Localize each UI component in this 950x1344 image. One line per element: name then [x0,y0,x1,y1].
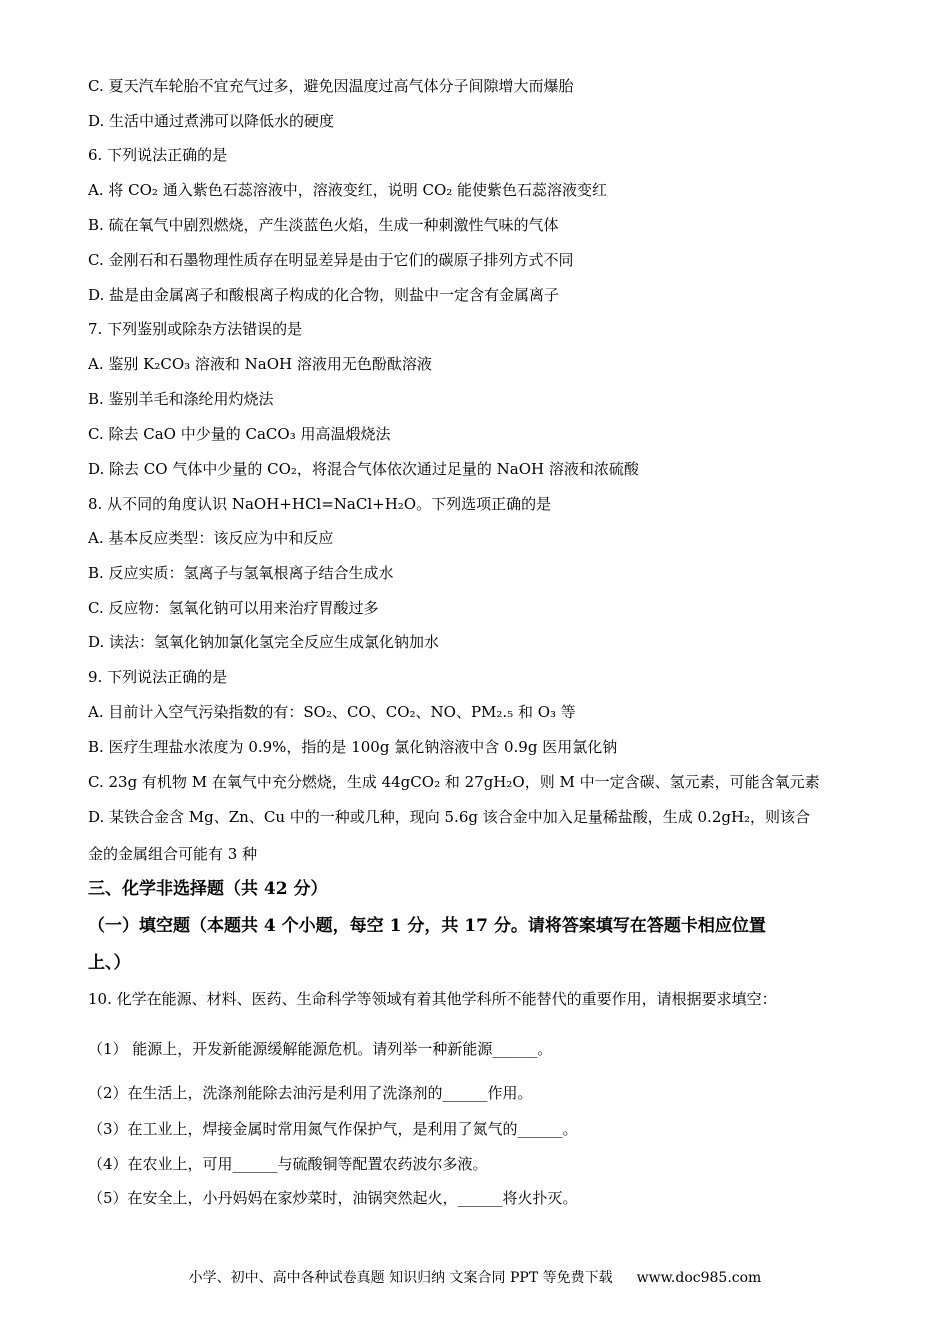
footer-text: 小学、初中、高中各种试卷真题 知识归纳 文案合同 PPT 等免费下载 [188,1270,613,1286]
option-c: C. 夏天汽车轮胎不宜充气过多，避免因温度过高气体分子间隙增大而爆胎 [88,77,574,95]
question-6: 6. 下列说法正确的是 [88,146,228,164]
option-b: B. 鉴别羊毛和涤纶用灼烧法 [88,390,274,408]
option-c: C. 反应物：氢氧化钠可以用来治疗胃酸过多 [88,599,379,617]
option-c: C. 23g 有机物 M 在氧气中充分燃烧，生成 44gCO₂ 和 27gH₂O，则 M 中一定含碳、氢元素，可能含氧元素 [88,773,820,791]
option-b: B. 硫在氧气中剧烈燃烧，产生淡蓝色火焰，生成一种刺激性气味的气体 [88,216,559,234]
section-heading: 三、化学非选择题（共 42 分） [88,879,328,899]
question-7: 7. 下列鉴别或除杂方法错误的是 [88,320,303,338]
footer-url[interactable]: www.doc985.com [636,1270,762,1286]
option-d-continued: 金的金属组合可能有 3 种 [88,845,258,863]
subsection-heading: （一）填空题（本题共 4 个小题，每空 1 分，共 17 分。请将答案填写在答题卡相应位置 [88,916,766,936]
option-d: D. 除去 CO 气体中少量的 CO₂，将混合气体依次通过足量的 NaOH 溶液和浓硫酸 [88,460,639,478]
option-a: A. 鉴别 K₂CO₃ 溶液和 NaOH 溶液用无色酚酞溶液 [88,355,432,373]
option-b: B. 医疗生理盐水浓度为 0.9%，指的是 100g 氯化钠溶液中含 0.9g 医用氯化钠 [88,738,618,756]
question-8: 8. 从不同的角度认识 NaOH+HCl=NaCl+H₂O。下列选项正确的是 [88,495,552,513]
sub-question-5: （5）在安全上，小丹妈妈在家炒菜时，油锅突然起火，______将火扑灭。 [88,1189,578,1207]
option-d: D. 生活中通过煮沸可以降低水的硬度 [88,112,335,130]
option-a: A. 基本反应类型：该反应为中和反应 [88,529,334,547]
sub-question-4: （4）在农业上，可用______与硫酸铜等配置农药波尔多液。 [88,1155,488,1173]
sub-question-2: （2）在生活上，洗涤剂能除去油污是利用了洗涤剂的______作用。 [88,1084,533,1102]
question-9: 9. 下列说法正确的是 [88,668,228,686]
sub-question-3: （3）在工业上，焊接金属时常用氮气作保护气，是利用了氮气的______。 [88,1120,578,1138]
option-d: D. 盐是由金属离子和酸根离子构成的化合物，则盐中一定含有金属离子 [88,286,560,304]
option-d: D. 读法：氢氧化钠加氯化氢完全反应生成氯化钠加水 [88,633,440,651]
option-c: C. 金刚石和石墨物理性质存在明显差异是由于它们的碳原子排列方式不同 [88,251,574,269]
question-10: 10. 化学在能源、材料、医药、生命科学等领域有着其他学科所不能替代的重要作用，请根据要求填空： [88,990,777,1008]
option-c: C. 除去 CaO 中少量的 CaCO₃ 用高温煅烧法 [88,425,391,443]
option-a: A. 将 CO₂ 通入紫色石蕊溶液中，溶液变红，说明 CO₂ 能使紫色石蕊溶液变红 [88,181,608,199]
option-d: D. 某铁合金含 Mg、Zn、Cu 中的一种或几种，现向 5.6g 该合金中加入足量稀盐酸，生成 0.2gH₂，则该合 [88,808,811,826]
sub-question-1: （1） 能源上，开发新能源缓解能源危机。请列举一种新能源______。 [88,1040,553,1058]
option-a: A. 目前计入空气污染指数的有：SO₂、CO、CO₂、NO、PM₂.₅ 和 O₃ 等 [88,703,576,721]
page-footer [0,1268,950,1288]
option-b: B. 反应实质：氢离子与氢氧根离子结合生成水 [88,564,394,582]
subsection-heading-continued: 上、） [88,953,131,973]
